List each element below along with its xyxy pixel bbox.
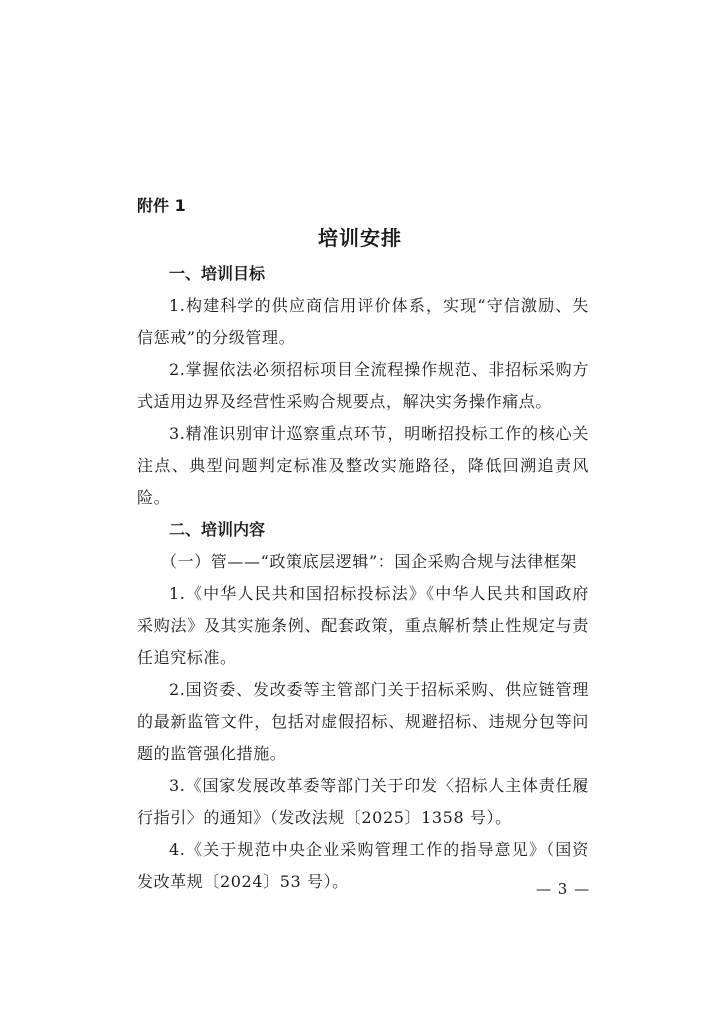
- section-heading-content: 二、培训内容: [169, 520, 266, 539]
- page-number: — 3 —: [536, 880, 591, 898]
- goal-item-2: 2.掌握依法必须招标项目全流程操作规范、非招标采购方式适用边界及经营性采购合规要点，解决实务操作痛点。: [137, 360, 589, 411]
- content-item-1: 1.《中华人民共和国招标投标法》《中华人民共和国政府采购法》及其实施条例、配套政策，重点解析禁止性规定与责任追究标准。: [137, 584, 589, 667]
- content-item-2: 2.国资委、发改委等主管部门关于招标采购、供应链管理的最新监管文件，包括对虚假招标、规避招标、违规分包等问题的监管强化措施。: [137, 680, 589, 763]
- content-item-4: 4.《关于规范中央企业采购管理工作的指导意见》（国资发改革规〔2024〕53 号）。: [137, 840, 589, 891]
- subsection-heading-policy: （一）管——“政策底层逻辑”：国企采购合规与法律框架: [161, 552, 577, 571]
- content-item-3: 3.《国家发展改革委等部门关于印发〈招标人主体责任履行指引〉的通知》（发改法规〔2025〕1358 号）。: [137, 776, 589, 827]
- section-heading-goals: 一、培训目标: [169, 264, 266, 283]
- document-body: [137, 258, 589, 898]
- attachment-label: 附件 1: [137, 196, 186, 215]
- goal-item-1: 1.构建科学的供应商信用评价体系，实现“守信激励、失信惩戒”的分级管理。: [137, 296, 589, 347]
- document-title: 培训安排: [318, 226, 402, 250]
- goal-item-3: 3.精准识别审计巡察重点环节，明晰招投标工作的核心关注点、典型问题判定标准及整改实施路径，降低回溯追责风险。: [137, 424, 589, 507]
